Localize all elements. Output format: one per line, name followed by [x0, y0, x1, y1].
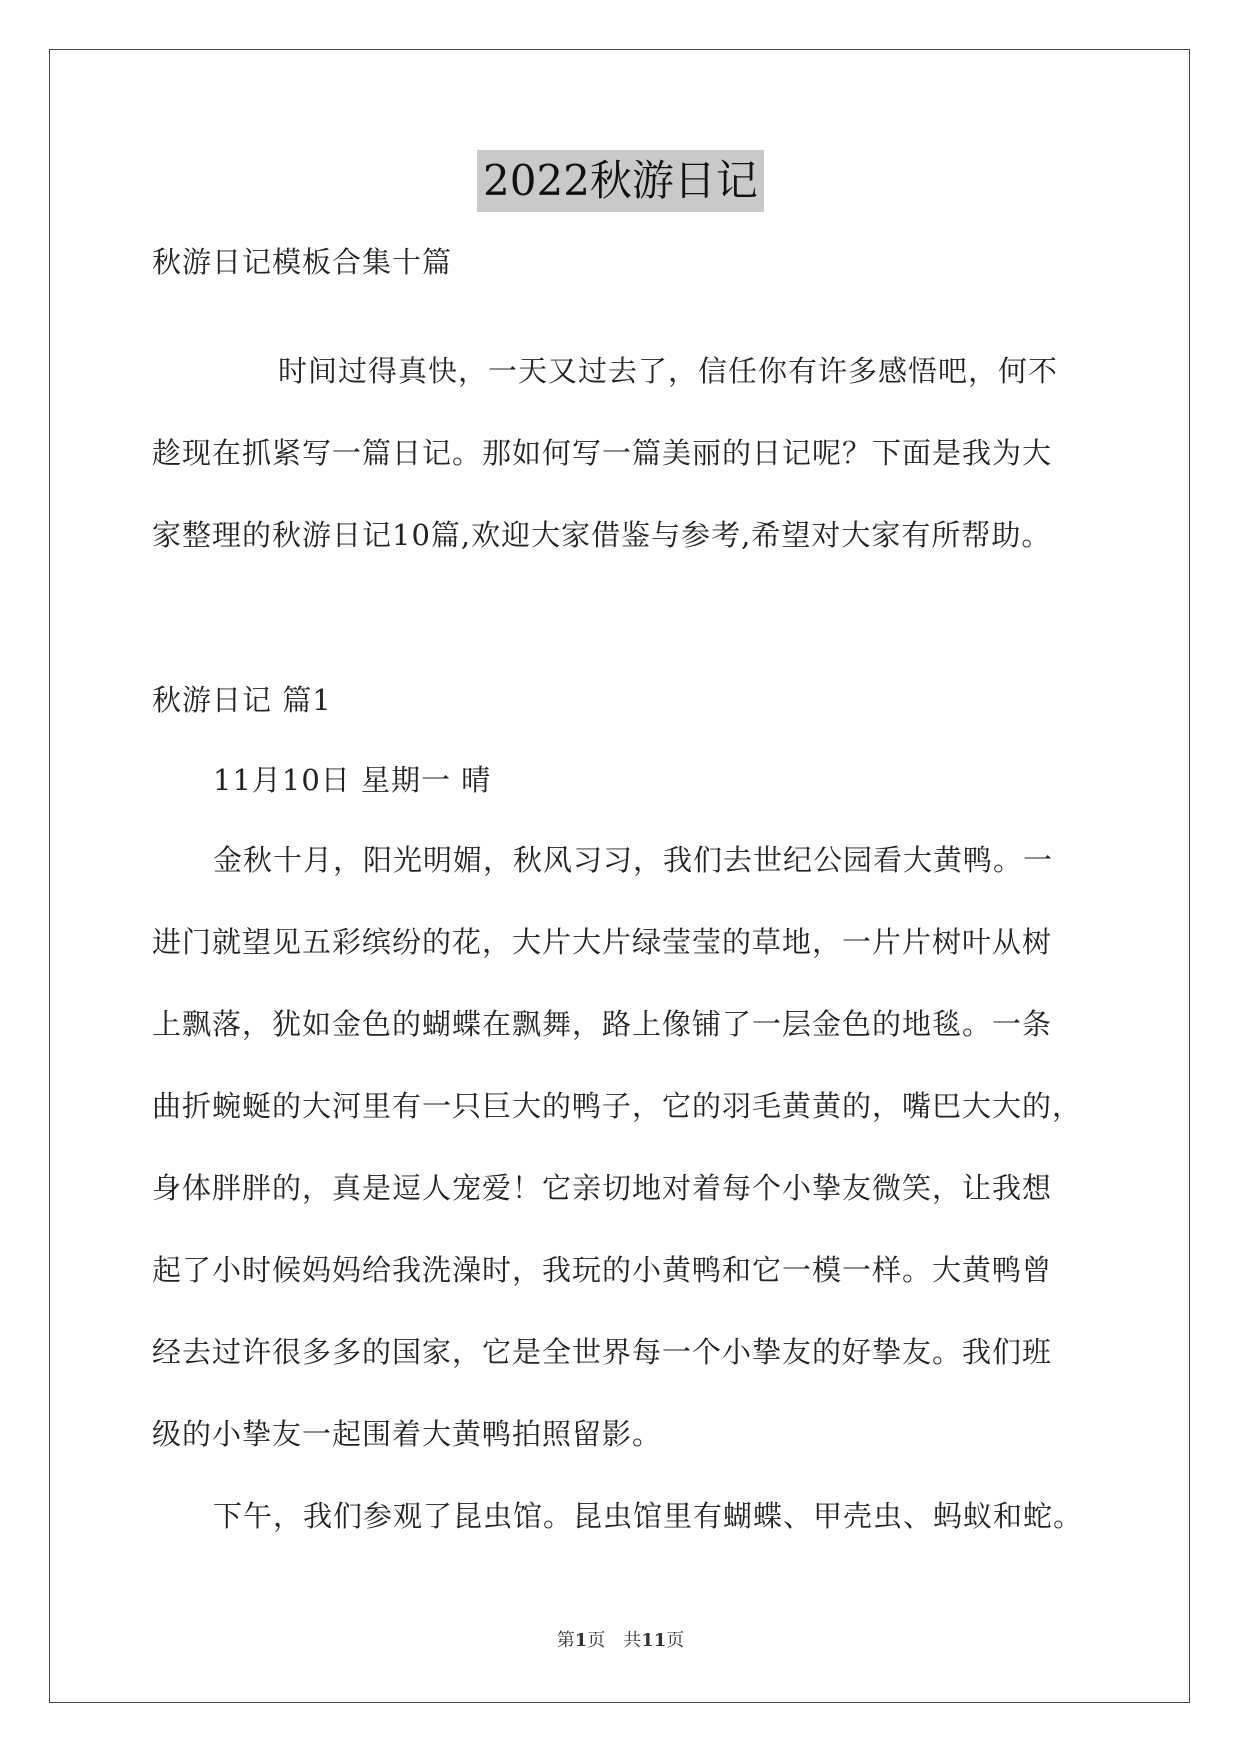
page-footer [0, 1626, 1241, 1652]
body-line-2: 进门就望见五彩缤纷的花，大片大片绿莹莹的草地，一片片树叶从树 [152, 925, 1053, 959]
intro-line-3: 家整理的秋游日记10篇,欢迎大家借鉴与参考,希望对大家有所帮助。 [152, 518, 1052, 552]
footer-suffix: 页 [666, 1630, 685, 1651]
section-heading: 秋游日记 篇1 [152, 683, 332, 717]
body-line-5: 身体胖胖的，真是逗人宠爱！它亲切地对着每个小挚友微笑，让我想 [152, 1171, 1053, 1205]
body-line-3: 上飘落，犹如金色的蝴蝶在飘舞，路上像铺了一层金色的地毯。一条 [152, 1007, 1053, 1041]
body-line-4: 曲折蜿蜒的大河里有一只巨大的鸭子，它的羽毛黄黄的，嘴巴大大的， [152, 1089, 1083, 1123]
body-line-1: 金秋十月，阳光明媚，秋风习习，我们去世纪公园看大黄鸭。一 [213, 843, 1054, 877]
document-title: 2022秋游日记 [477, 150, 764, 212]
title-wrap [0, 150, 1241, 212]
footer-middle: 页 共 [587, 1630, 642, 1651]
footer-page-number: 1 [574, 1630, 588, 1651]
subtitle: 秋游日记模板合集十篇 [152, 245, 453, 279]
intro-line-1: 时间过得真快，一天又过去了，信任你有许多感悟吧，何不 [278, 354, 1059, 388]
body-line-7: 经去过许很多多的国家，它是全世界每一个小挚友的好挚友。我们班 [152, 1335, 1053, 1369]
intro-line-2: 趁现在抓紧写一篇日记。那如何写一篇美丽的日记呢？下面是我为大 [152, 436, 1053, 470]
body-line-6: 起了小时候妈妈给我洗澡时，我玩的小黄鸭和它一模一样。大黄鸭曾 [152, 1253, 1053, 1287]
date-line: 11月10日 星期一 晴 [213, 763, 492, 797]
body-line-9: 下午，我们参观了昆虫馆。昆虫馆里有蝴蝶、甲壳虫、蚂蚁和蛇。 [213, 1499, 1084, 1533]
footer-total-pages: 11 [641, 1630, 667, 1651]
footer-prefix: 第 [556, 1630, 575, 1651]
body-line-8: 级的小挚友一起围着大黄鸭拍照留影。 [152, 1417, 663, 1451]
